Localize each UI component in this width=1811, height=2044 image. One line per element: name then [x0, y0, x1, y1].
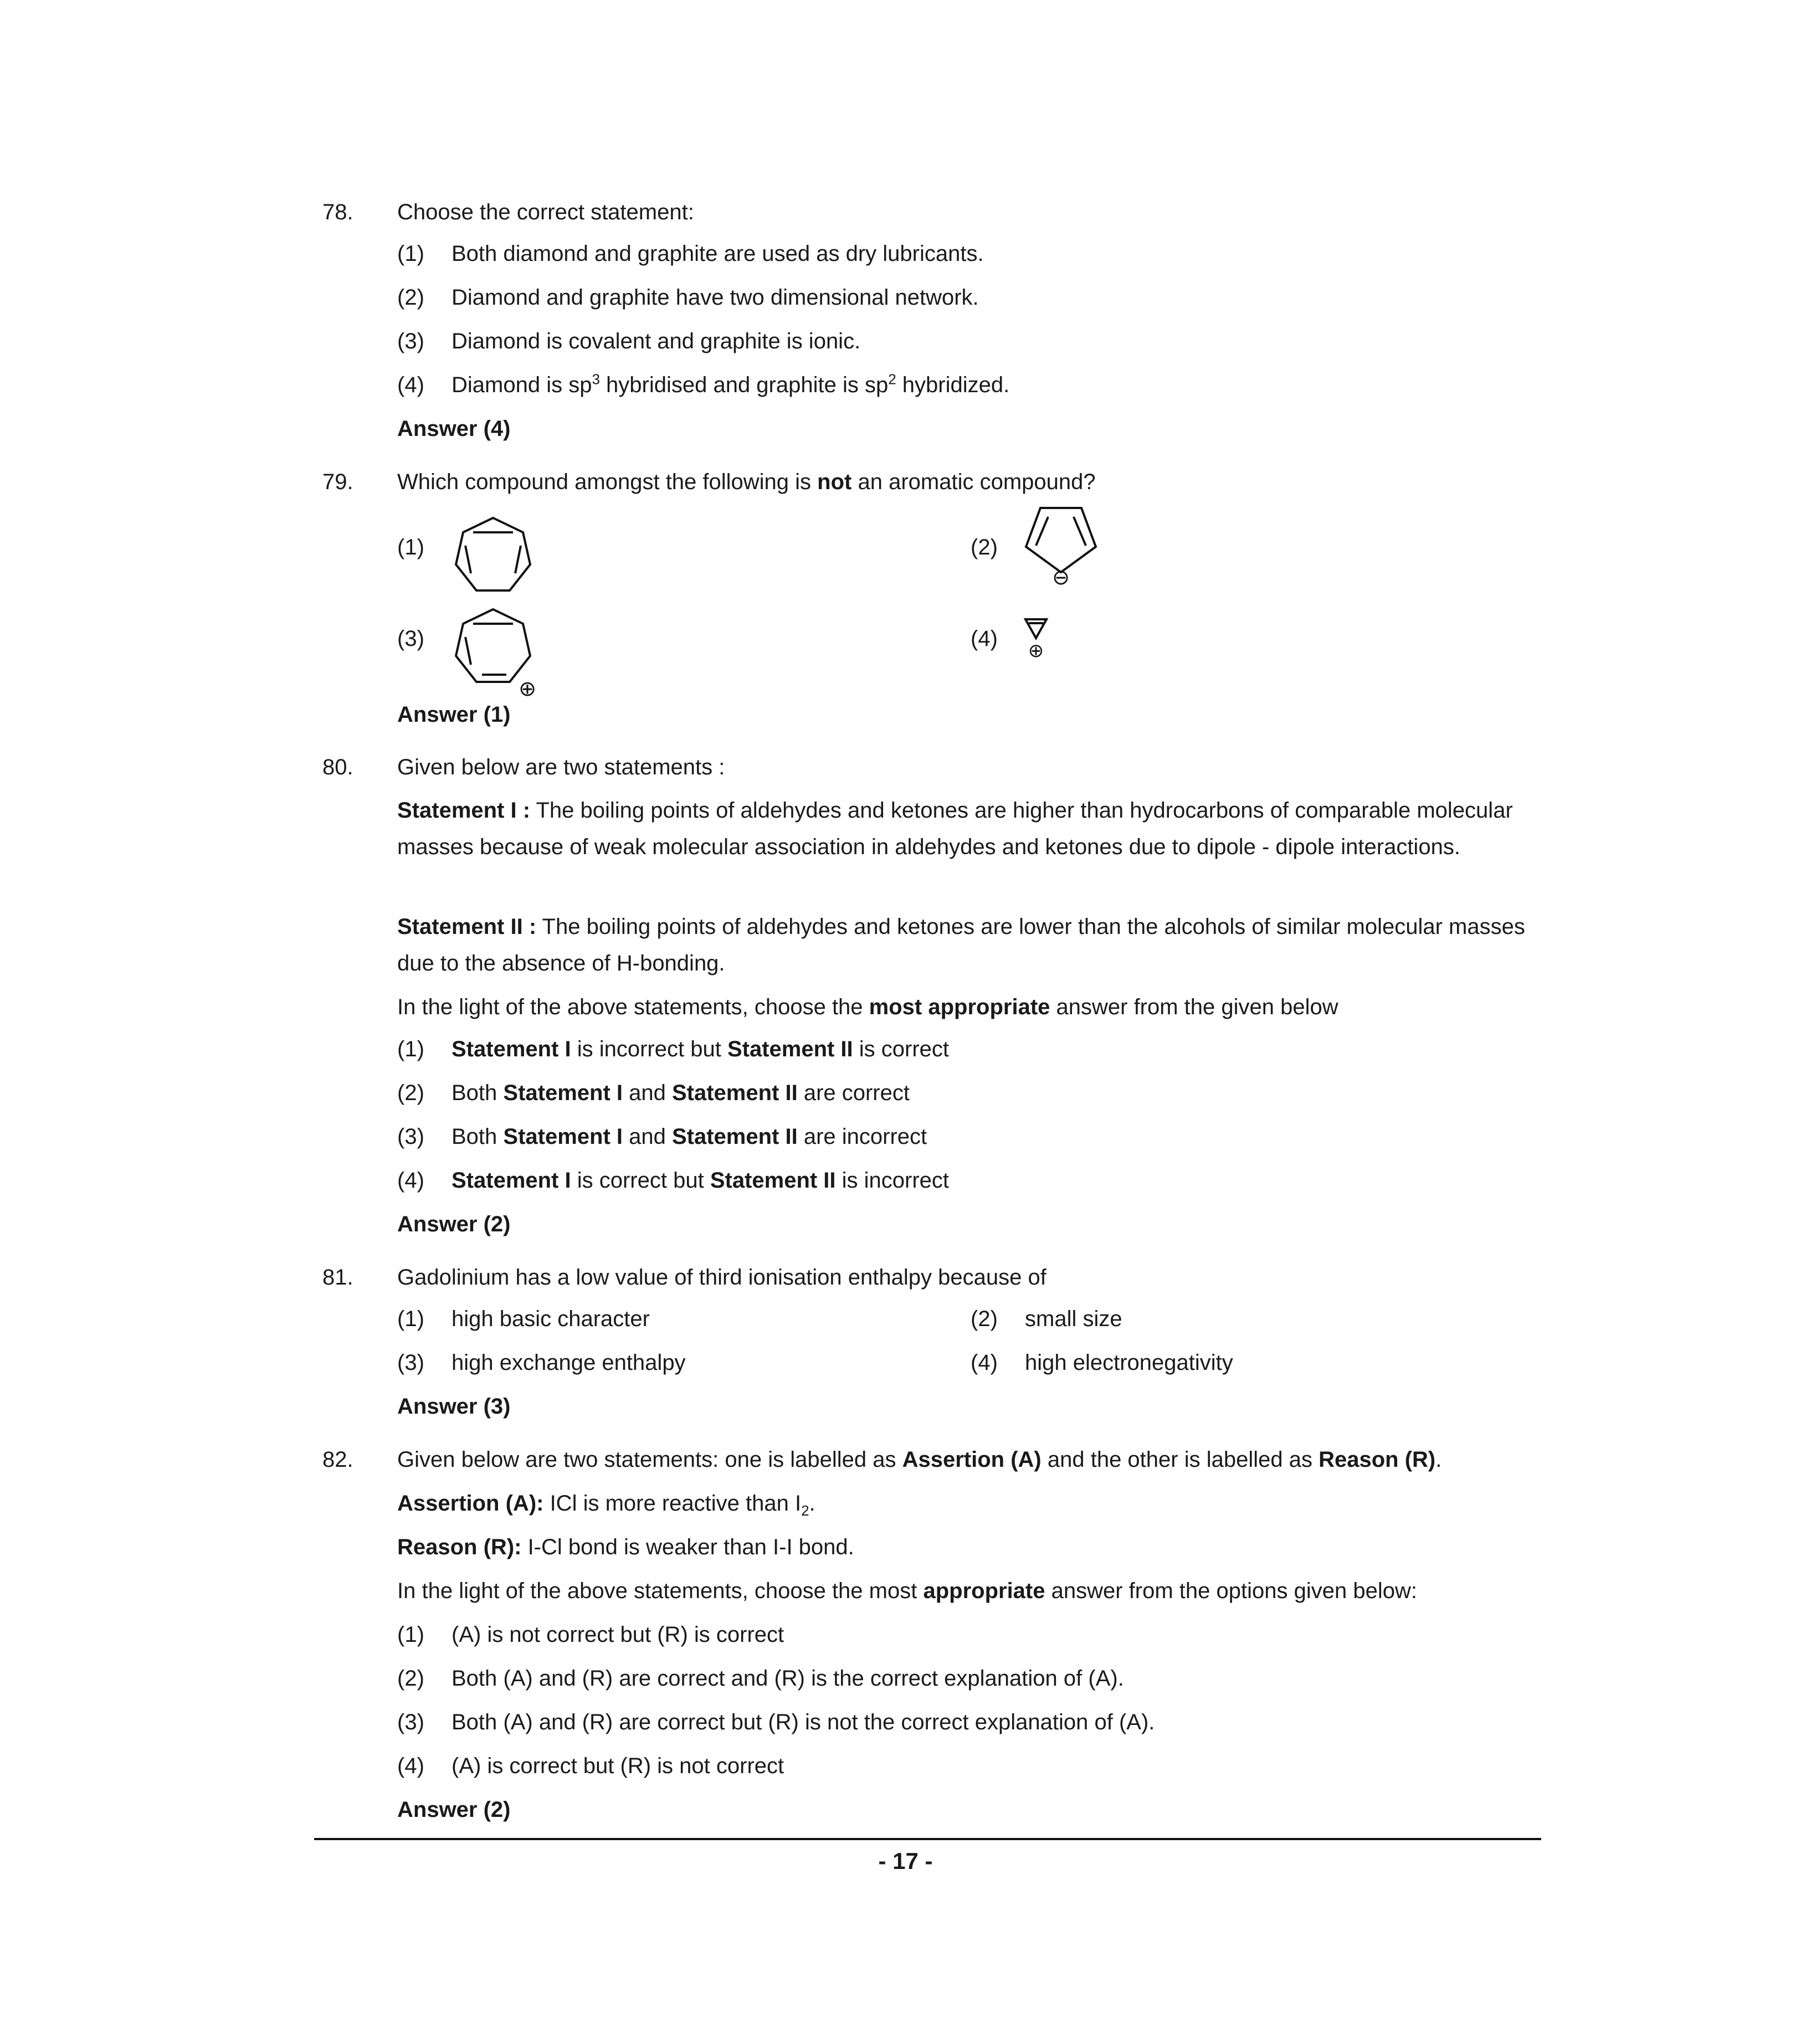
question-82-option-1: [397, 1619, 784, 1650]
instruction-part: answer from the options given below:: [1045, 1579, 1417, 1603]
option-text: Diamond and graphite have two dimensional network.: [452, 285, 979, 310]
question-80-option-2: [397, 1077, 910, 1108]
option-number: (2): [971, 1307, 998, 1331]
option-text: high electronegativity: [1025, 1350, 1233, 1375]
option-number: (3): [397, 1124, 424, 1149]
question-79-option-4-number: (4): [971, 626, 998, 651]
statement-label: Statement II :: [397, 915, 537, 939]
assertion-label: Assertion (A):: [397, 1491, 544, 1516]
question-81-number: 81.: [322, 1265, 353, 1290]
stem-part: Given below are two statements: one is labelled as: [397, 1447, 902, 1472]
statement-ref: Statement I: [503, 1081, 623, 1105]
question-82-option-3: [397, 1707, 1155, 1738]
option-number: (4): [397, 1168, 424, 1193]
option-number: (3): [397, 329, 424, 353]
option-number: (1): [397, 242, 424, 266]
assertion-text: ICl is more reactive than I: [543, 1491, 802, 1516]
option-number: (4): [397, 373, 424, 397]
question-80-answer: Answer (2): [397, 1212, 511, 1236]
option-text-part: is incorrect but: [571, 1037, 727, 1061]
question-78-number: 78.: [322, 200, 353, 224]
statement-ref: Statement II: [671, 1081, 798, 1105]
option-text-part: are correct: [797, 1081, 910, 1105]
option-text-part: is incorrect: [835, 1168, 950, 1193]
statement-ref: Statement II: [727, 1037, 853, 1061]
option-text-part: hybridized.: [896, 373, 1010, 397]
question-81-option-4: [971, 1347, 1233, 1378]
stem-part: Which compound amongst the following is: [397, 470, 818, 494]
option-number: (2): [397, 1666, 424, 1691]
stem-bold: Assertion (A): [902, 1447, 1042, 1472]
option-text-part: is correct but: [571, 1168, 710, 1193]
option-text: high basic character: [452, 1307, 650, 1331]
statement-label: Statement I :: [397, 798, 531, 823]
statement-text: The boiling points of aldehydes and ketones are higher than hydrocarbons of comparable molecular masses because of weak molecular association in aldehydes and ketones due to dipole - dipole interactions.: [397, 798, 1513, 859]
cyclopropenyl-cation-structure: [1022, 616, 1050, 660]
stem-bold: Reason (R): [1319, 1447, 1436, 1472]
option-text: (A) is correct but (R) is not correct: [452, 1754, 784, 1778]
question-81-answer: Answer (3): [397, 1394, 511, 1419]
question-82-option-2: [397, 1663, 1124, 1694]
option-number: (2): [397, 285, 424, 310]
cyclopentadienyl-anion-structure: [1019, 501, 1102, 595]
superscript: 2: [888, 371, 896, 388]
option-text-part: hybridised and graphite is sp: [599, 373, 889, 397]
question-81-stem: Gadolinium has a low value of third ionisation enthalpy because of: [397, 1265, 1046, 1290]
question-82-number: 82.: [322, 1447, 353, 1472]
statement-ref: Statement I: [452, 1168, 571, 1193]
question-80-number: 80.: [322, 755, 353, 779]
option-number: (1): [397, 1622, 424, 1647]
question-79-option-3-number: (3): [397, 626, 424, 651]
stem-bold: not: [817, 470, 852, 494]
instruction-part: In the light of the above statements, choose the: [397, 995, 869, 1019]
option-number: (2): [397, 1081, 424, 1105]
option-text-part: Both: [452, 1124, 504, 1149]
option-number: (3): [397, 1710, 424, 1734]
question-78-stem: Choose the correct statement:: [397, 200, 694, 224]
option-text-part: are incorrect: [797, 1124, 927, 1149]
option-text-part: and: [623, 1124, 672, 1149]
positive-charge-icon: ⊕: [1028, 640, 1044, 662]
option-text: Both (A) and (R) are correct and (R) is the correct explanation of (A).: [452, 1666, 1124, 1691]
instruction-bold: appropriate: [923, 1579, 1045, 1603]
stem-part: an aromatic compound?: [851, 470, 1096, 494]
cycloheptatriene-structure: [449, 512, 537, 601]
question-80-option-3: [397, 1121, 927, 1152]
subscript: 2: [801, 1502, 809, 1519]
question-80-option-1: [397, 1034, 949, 1065]
question-82-stem: [397, 1441, 1561, 1478]
question-80-instruction: [397, 989, 1538, 1025]
question-82-option-4: [397, 1750, 784, 1781]
question-80-option-4: [397, 1165, 949, 1196]
option-text: Both (A) and (R) are correct but (R) is not the correct explanation of (A).: [452, 1710, 1155, 1734]
option-number: (3): [397, 1350, 424, 1375]
question-79-stem: [397, 464, 1538, 500]
question-81-option-2: [971, 1303, 1122, 1334]
question-80-statement-1: [397, 792, 1538, 865]
option-text: high exchange enthalpy: [452, 1350, 686, 1375]
stem-part: and the other is labelled as: [1041, 1447, 1319, 1472]
option-text-part: Both: [452, 1081, 504, 1105]
question-81-option-3: [397, 1347, 686, 1378]
question-78-option-4: [397, 369, 1009, 400]
assertion-text: .: [809, 1491, 815, 1516]
question-79-answer: Answer (1): [397, 702, 511, 727]
positive-charge-icon: ⊕: [519, 676, 536, 701]
option-text-part: is correct: [853, 1037, 950, 1061]
question-80-stem: Given below are two statements :: [397, 755, 725, 779]
reason-label: Reason (R):: [397, 1535, 522, 1559]
instruction-part: In the light of the above statements, choose the most: [397, 1579, 924, 1603]
instruction-bold: most appropriate: [869, 995, 1050, 1019]
footer-divider: [314, 1838, 1541, 1840]
option-text-part: and: [623, 1081, 672, 1105]
question-80-statement-2: [397, 908, 1538, 982]
reason-text: I-Cl bond is weaker than I-I bond.: [521, 1535, 854, 1559]
statement-ref: Statement I: [452, 1037, 571, 1061]
option-number: (1): [397, 1307, 424, 1331]
statement-text: The boiling points of aldehydes and ketones are lower than the alcohols of similar molecular masses due to the absence of H-bonding.: [397, 915, 1525, 975]
instruction-part: answer from the given below: [1050, 995, 1338, 1019]
negative-charge-icon: ⊖: [1052, 565, 1070, 589]
question-82-answer: Answer (2): [397, 1798, 511, 1822]
option-text: small size: [1025, 1307, 1122, 1331]
option-text: Diamond is covalent and graphite is ionic.: [452, 329, 861, 353]
question-79-option-1-number: (1): [397, 535, 424, 559]
question-78-option-2: [397, 282, 979, 313]
tropylium-cation-structure: [449, 604, 548, 701]
question-78-answer: Answer (4): [397, 417, 511, 441]
page-number: - 17 -: [878, 1848, 933, 1874]
stem-part: .: [1435, 1447, 1442, 1472]
option-number: (4): [397, 1754, 424, 1778]
option-number: (1): [397, 1037, 424, 1061]
question-82-assertion: [397, 1488, 815, 1519]
statement-ref: Statement I: [503, 1124, 623, 1149]
question-82-reason: [397, 1532, 854, 1563]
statement-ref: Statement II: [671, 1124, 798, 1149]
option-text: (A) is not correct but (R) is correct: [452, 1622, 784, 1647]
option-text: Both diamond and graphite are used as dry lubricants.: [452, 242, 984, 266]
question-81-option-1: [397, 1303, 650, 1334]
question-78-option-3: [397, 326, 860, 357]
superscript: 3: [592, 371, 600, 388]
question-78-option-1: [397, 238, 984, 269]
option-number: (4): [971, 1350, 998, 1375]
question-79-number: 79.: [322, 470, 353, 494]
question-79-option-2-number: (2): [971, 535, 998, 559]
statement-ref: Statement II: [710, 1168, 836, 1193]
option-text-part: Diamond is sp: [452, 373, 592, 397]
question-82-instruction: [397, 1575, 1417, 1606]
